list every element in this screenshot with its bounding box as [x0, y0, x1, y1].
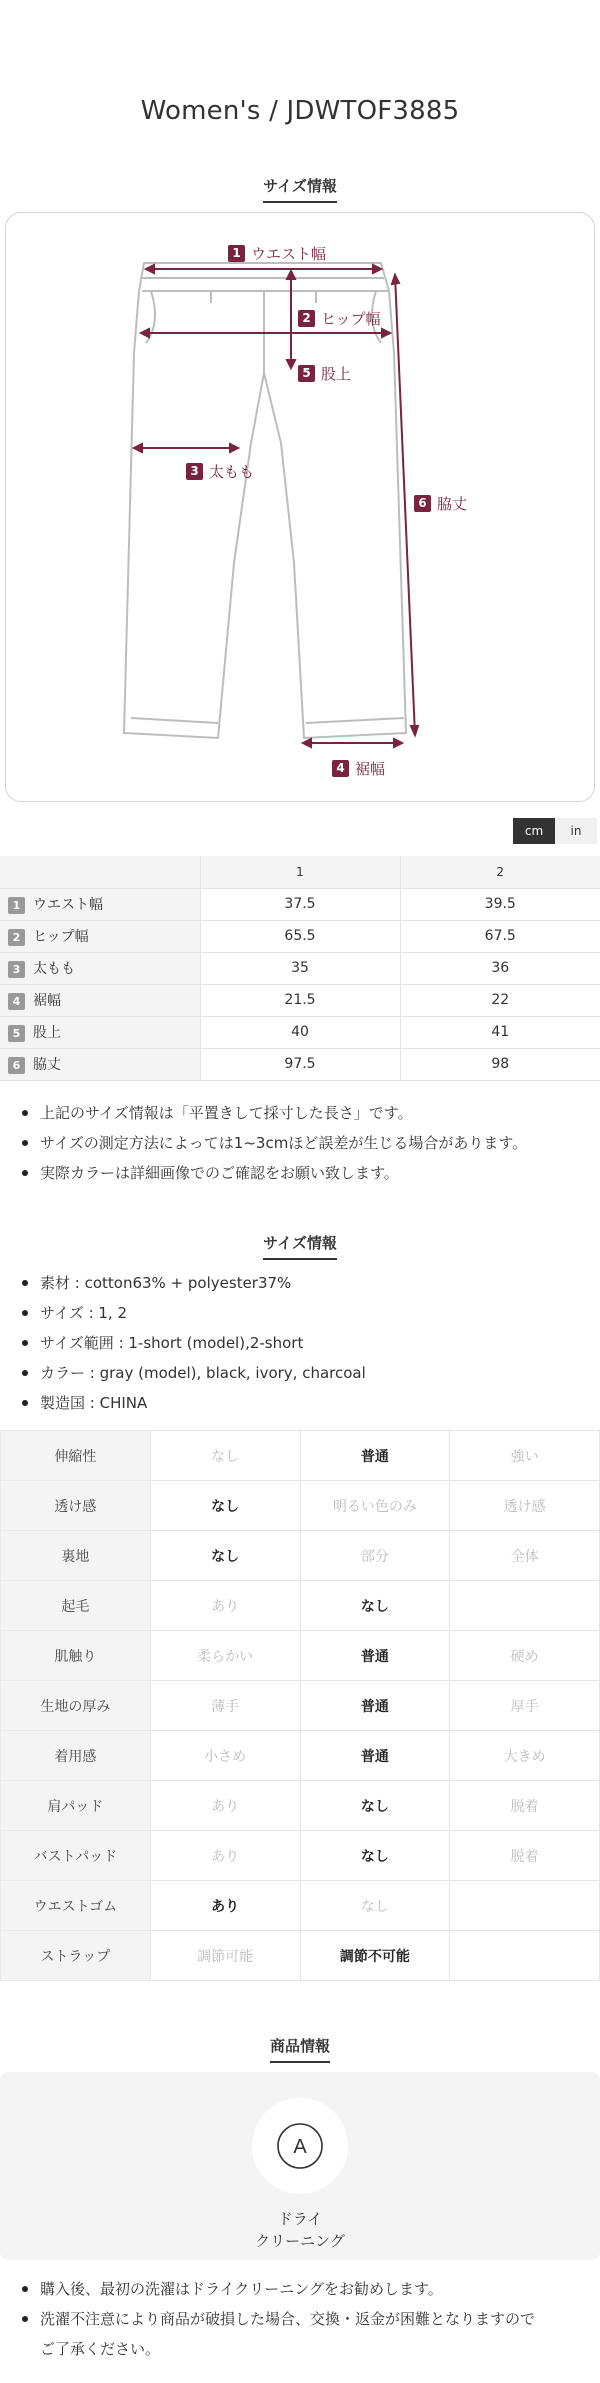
size-column-header: 2 [400, 856, 600, 888]
fabric-option: 普通 [300, 1631, 450, 1681]
size-row-label: 5 股上 [0, 1016, 200, 1048]
list-item: 素材 : cotton63% + polyester37% [22, 1268, 592, 1298]
fabric-option: なし [300, 1881, 450, 1931]
diagram-label-hem: 4 裾幅 [332, 758, 385, 779]
list-item: サイズ : 1, 2 [22, 1298, 592, 1328]
list-item: サイズの測定方法によっては1~3cmほど誤差が生じる場合があります。 [22, 1128, 592, 1158]
size-section-heading-text: サイズ情報 [263, 175, 337, 203]
fabric-option [450, 1581, 600, 1631]
fabric-attribute-label: 肩パッド [1, 1781, 151, 1831]
table-row [0, 952, 600, 984]
list-item: 製造国 : CHINA [22, 1388, 592, 1418]
size-value: 97.5 [200, 1048, 400, 1080]
fabric-option: 柔らかい [150, 1631, 300, 1681]
size-notes [22, 1098, 592, 1188]
care-icon-circle [252, 2098, 348, 2194]
list-item: 実際カラーは詳細画像でのご確認をお願い致します。 [22, 1158, 592, 1188]
table-row [0, 888, 600, 920]
size-section-heading [0, 175, 600, 203]
size-value: 41 [400, 1016, 600, 1048]
fabric-option: あり [150, 1831, 300, 1881]
care-notes [22, 2274, 592, 2364]
fabric-option: 明るい色のみ [300, 1481, 450, 1531]
pants-outline [124, 263, 406, 738]
fabric-option: あり [150, 1881, 300, 1931]
size-value: 21.5 [200, 984, 400, 1016]
table-row [1, 1831, 600, 1881]
table-row [1, 1681, 600, 1731]
care-label: ドライ クリーニング [255, 2210, 345, 2250]
diagram-label-hip: 2 ヒップ幅 [298, 308, 381, 329]
size-row-label: 4 裾幅 [0, 984, 200, 1016]
size-value: 22 [400, 984, 600, 1016]
unit-cm-button[interactable]: cm [513, 818, 555, 844]
pants-diagram [6, 213, 596, 803]
fabric-attribute-label: 伸縮性 [1, 1431, 151, 1481]
fabric-option: 調節不可能 [300, 1931, 450, 1981]
fabric-option: なし [300, 1831, 450, 1881]
size-value: 65.5 [200, 920, 400, 952]
table-row [1, 1731, 600, 1781]
diagram-label-outseam: 6 脇丈 [414, 493, 467, 514]
list-item: 上記のサイズ情報は「平置きして採寸した長さ」です。 [22, 1098, 592, 1128]
size-row-label: 1 ウエスト幅 [0, 888, 200, 920]
pants-diagram-box [5, 212, 595, 802]
product-info-heading-text: 商品情報 [270, 2035, 330, 2063]
spec-list [22, 1268, 592, 1418]
size-value: 39.5 [400, 888, 600, 920]
fabric-option [450, 1881, 600, 1931]
table-row [1, 1781, 600, 1831]
fabric-option: 透け感 [450, 1481, 600, 1531]
fabric-option: 普通 [300, 1431, 450, 1481]
fabric-option: なし [150, 1431, 300, 1481]
fabric-option: 普通 [300, 1681, 450, 1731]
table-row [0, 920, 600, 952]
care-box [0, 2072, 600, 2260]
size-table [0, 856, 600, 1081]
fabric-attribute-label: 肌触り [1, 1631, 151, 1681]
dry-clean-icon [274, 2120, 326, 2172]
size-row-label: 2 ヒップ幅 [0, 920, 200, 952]
list-item: カラー : gray (model), black, ivory, charcoal [22, 1358, 592, 1388]
size-value: 37.5 [200, 888, 400, 920]
diagram-label-rise: 5 股上 [298, 363, 351, 384]
spec-section-heading [0, 1232, 600, 1260]
fabric-option: 大きめ [450, 1731, 600, 1781]
fabric-attribute-label: 起毛 [1, 1581, 151, 1631]
size-table-corner [0, 856, 200, 888]
product-info-heading [0, 2035, 600, 2063]
fabric-option: 薄手 [150, 1681, 300, 1731]
table-row [0, 984, 600, 1016]
fabric-attribute-label: ウエストゴム [1, 1881, 151, 1931]
fabric-option [450, 1931, 600, 1981]
fabric-option: 小さめ [150, 1731, 300, 1781]
size-value: 40 [200, 1016, 400, 1048]
fabric-attribute-label: 生地の厚み [1, 1681, 151, 1731]
fabric-attribute-table [0, 1430, 600, 1981]
fabric-option: 硬め [450, 1631, 600, 1681]
size-value: 36 [400, 952, 600, 984]
fabric-attribute-label: バストパッド [1, 1831, 151, 1881]
fabric-option: なし [150, 1481, 300, 1531]
table-row [1, 1431, 600, 1481]
size-row-label: 3 太もも [0, 952, 200, 984]
list-item: 洗濯不注意により商品が破損した場合、交換・返金が困難となりますので ご了承ください。 [22, 2304, 592, 2364]
size-value: 98 [400, 1048, 600, 1080]
size-table-header [0, 856, 600, 888]
spec-section-heading-text: サイズ情報 [263, 1232, 337, 1260]
table-row [1, 1631, 600, 1681]
size-column-header: 1 [200, 856, 400, 888]
fabric-option: 厚手 [450, 1681, 600, 1731]
unit-toggle [513, 818, 597, 844]
fabric-option: 普通 [300, 1731, 450, 1781]
list-item: 購入後、最初の洗濯はドライクリーニングをお勧めします。 [22, 2274, 592, 2304]
fabric-option: あり [150, 1581, 300, 1631]
fabric-option: 部分 [300, 1531, 450, 1581]
table-row [1, 1881, 600, 1931]
fabric-option: なし [300, 1781, 450, 1831]
product-title: Women's / JDWTOF3885 [140, 96, 460, 126]
table-row [1, 1481, 600, 1531]
fabric-option: なし [150, 1531, 300, 1581]
fabric-option: 脱着 [450, 1781, 600, 1831]
table-row [1, 1581, 600, 1631]
fabric-option: なし [300, 1581, 450, 1631]
fabric-option: 調節可能 [150, 1931, 300, 1981]
size-value: 67.5 [400, 920, 600, 952]
fabric-attribute-label: ストラップ [1, 1931, 151, 1981]
unit-in-button[interactable]: in [555, 818, 597, 844]
size-row-label: 6 脇丈 [0, 1048, 200, 1080]
fabric-attribute-label: 裏地 [1, 1531, 151, 1581]
fabric-attribute-label: 着用感 [1, 1731, 151, 1781]
table-row [0, 1048, 600, 1080]
fabric-attribute-label: 透け感 [1, 1481, 151, 1531]
diagram-label-thigh: 3 太もも [186, 461, 254, 482]
fabric-option: 強い [450, 1431, 600, 1481]
diagram-label-waist: 1 ウエスト幅 [228, 243, 326, 264]
fabric-option: 脱着 [450, 1831, 600, 1881]
fabric-option: あり [150, 1781, 300, 1831]
measurement-lines [134, 265, 418, 747]
list-item: サイズ範囲 : 1-short (model),2-short [22, 1328, 592, 1358]
table-row [0, 1016, 600, 1048]
size-value: 35 [200, 952, 400, 984]
table-row [1, 1931, 600, 1981]
care-icon-letter: A [293, 2136, 307, 2158]
fabric-option: 全体 [450, 1531, 600, 1581]
table-row [1, 1531, 600, 1581]
